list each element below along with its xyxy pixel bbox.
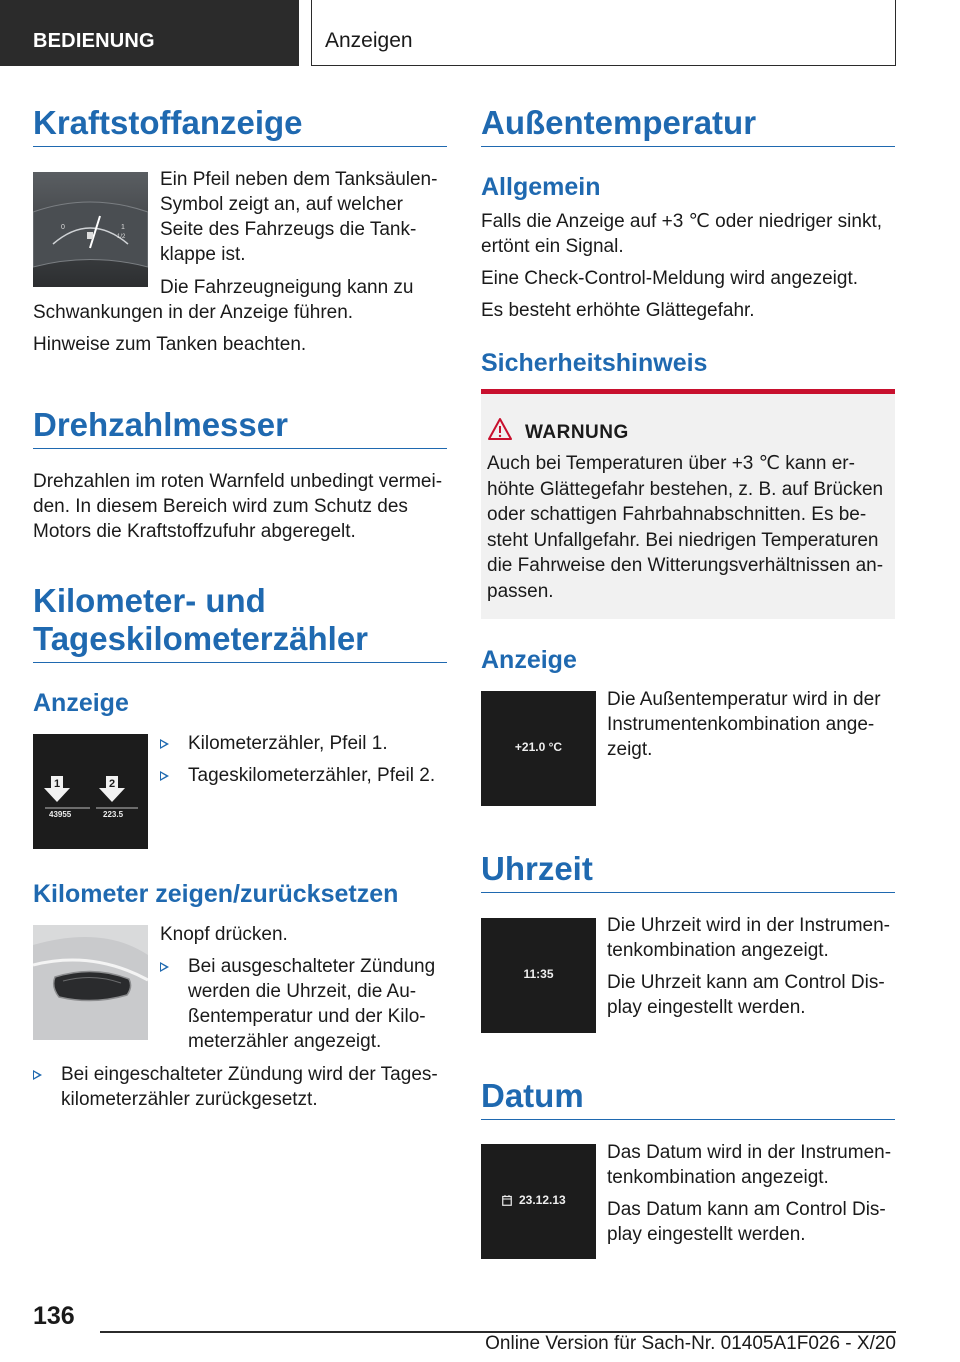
fuel-paragraph-2b: Schwankungen in der Anzeige führen. <box>33 302 354 323</box>
text-line: oder schattigen Fahrbahnabschnitten. Es be- <box>487 504 867 525</box>
text-line: play eingestellt werden. <box>607 997 806 1018</box>
warning-triangle-icon <box>487 417 513 441</box>
knob-graphic <box>33 925 148 1040</box>
text-line: tenkombination angezeigt. <box>607 1167 829 1188</box>
odometer-graphic <box>33 734 148 849</box>
text-line: Seite des Fahrzeugs die Tank- <box>160 219 417 240</box>
gauge-label-empty: 0 <box>61 224 65 231</box>
text-line: ertönt ein Signal. <box>481 236 624 257</box>
bullet-triangle-icon <box>160 771 169 781</box>
subheading-kilometer-zeigen: Kilometer zeigen/zurücksetzen <box>33 880 399 908</box>
heading-aussentemperatur: Außentemperatur <box>481 104 895 147</box>
bullet-triangle-icon <box>160 962 169 972</box>
text-line: Die Uhrzeit wird in der Instrumen- <box>607 915 890 936</box>
date-display-image <box>481 1144 596 1259</box>
trip-value: 223.5 <box>103 810 124 819</box>
date-display-value: 23.12.13 <box>519 1193 566 1207</box>
text-line: Das Datum kann am Control Dis- <box>607 1199 886 1220</box>
text-line: die Fahrweise den Witterungsverhältnissen an- <box>487 555 884 576</box>
odometer-image <box>33 734 148 849</box>
text-line: zeigt. <box>607 739 653 760</box>
clock-paragraph-1 <box>607 913 897 963</box>
heading-uhrzeit: Uhrzeit <box>481 850 895 893</box>
clock-display-value: 11:35 <box>523 967 554 981</box>
temperature-display-value: +21.0 °C <box>514 740 563 754</box>
warning-box <box>481 389 895 619</box>
text-line: tenkombination angezeigt. <box>607 940 829 961</box>
text-line: ßentemperatur und der Kilo- <box>188 1006 426 1027</box>
text-line: klappe ist. <box>160 244 246 265</box>
text-line: steht Unfallgefahr. Bei niedrigen Temperaturen <box>487 529 879 551</box>
text-line: Drehzahlen im roten Warnfeld unbedingt vermei- <box>33 471 443 492</box>
text-line: Die Uhrzeit kann am Control Dis- <box>607 972 885 993</box>
odometer-value: 43955 <box>49 810 72 819</box>
fuel-gauge-image <box>33 172 148 287</box>
date-paragraph-1 <box>607 1140 897 1190</box>
knopf-text: Knopf drücken. <box>160 924 288 945</box>
arrow-1-label: 1 <box>54 778 61 790</box>
text-line: play eingestellt werden. <box>607 1224 806 1245</box>
fuel-gauge-graphic <box>33 172 148 287</box>
section-title: BEDIENUNG <box>33 30 155 52</box>
temp-paragraph-3: Es besteht erhöhte Glättegefahr. <box>481 300 755 321</box>
temp-paragraph-1 <box>481 209 895 259</box>
date-paragraph-2 <box>607 1197 897 1247</box>
text-line: Ein Pfeil neben dem Tanksäulen- <box>160 169 438 190</box>
heading-datum: Datum <box>481 1077 895 1120</box>
text-line: Bei eingeschalteter Zündung wird der Tages- <box>61 1064 438 1085</box>
text-line: Falls die Anzeige auf +3 ℃ oder niedriger sinkt, <box>481 211 883 232</box>
calendar-icon <box>502 1195 512 1206</box>
fuel-paragraph-1 <box>160 167 450 267</box>
subsection-box <box>311 0 896 66</box>
text-line: passen. <box>487 580 554 602</box>
fuel-paragraph-2a: Die Fahrzeugneigung kann zu <box>160 277 414 298</box>
section-tab <box>0 0 299 66</box>
page-number: 136 <box>33 1302 75 1330</box>
subheading-allgemein: Allgemein <box>481 173 601 201</box>
heading-line: Kilometer- und <box>33 582 266 619</box>
subheading-anzeige-right: Anzeige <box>481 646 577 674</box>
subsection-title: Anzeigen <box>325 29 413 52</box>
subheading-sicherheitshinweis: Sicherheitshinweis <box>481 349 708 377</box>
gauge-label-half: 1/2 <box>117 234 126 240</box>
text-line: Auch bei Temperaturen über +3 ℃ kann er- <box>487 453 855 474</box>
temperature-display-image <box>481 691 596 806</box>
heading-kilometerzaehler <box>33 582 447 663</box>
heading-line: Tageskilometerzähler <box>33 620 369 657</box>
text-line: den. In diesem Bereich wird zum Schutz des <box>33 496 408 517</box>
text-line: Motors die Kraftstoffzufuhr abgeregelt. <box>33 521 356 542</box>
heading-kraftstoffanzeige: Kraftstoffanzeige <box>33 104 447 147</box>
text-line: Instrumentenkombination ange- <box>607 714 875 735</box>
bullet-triangle-icon <box>33 1070 42 1080</box>
bullet-text <box>61 1062 438 1112</box>
text-line: Das Datum wird in der Instrumen- <box>607 1142 892 1163</box>
clock-display-image <box>481 918 596 1033</box>
temp-display-paragraph <box>607 687 897 762</box>
text-line: meterzähler angezeigt. <box>188 1031 382 1052</box>
text-line: werden die Uhrzeit, die Au- <box>188 981 417 1002</box>
clock-paragraph-2 <box>607 970 897 1020</box>
subheading-anzeige-left: Anzeige <box>33 689 129 717</box>
footer-online-version: Online Version für Sach-Nr. 01405A1F026 - X/20 <box>485 1333 896 1354</box>
button-image <box>33 925 148 1040</box>
temp-paragraph-2: Eine Check-Control-Meldung wird angezeigt. <box>481 268 859 289</box>
tacho-paragraph <box>33 469 447 544</box>
arrow-2-label: 2 <box>109 778 116 790</box>
heading-drehzahlmesser: Drehzahlmesser <box>33 406 447 449</box>
text-line: kilometerzähler zurückgesetzt. <box>61 1089 318 1110</box>
text-line: höhte Glättegefahr bestehen, z. B. auf Brücken <box>487 478 884 500</box>
gauge-label-full: 1 <box>121 224 125 231</box>
bullet-text: Kilometerzähler, Pfeil 1. <box>188 733 388 754</box>
text-line: Symbol zeigt an, auf welcher <box>160 194 403 215</box>
warning-body <box>487 451 887 604</box>
text-line: Die Außentemperatur wird in der <box>607 689 881 710</box>
bullet-text <box>188 954 435 1054</box>
fuel-paragraph-3: Hinweise zum Tanken beachten. <box>33 334 307 355</box>
text-line: Bei ausgeschalteter Zündung <box>188 956 436 977</box>
bullet-triangle-icon <box>160 739 169 749</box>
bullet-text: Tageskilometerzähler, Pfeil 2. <box>188 765 436 786</box>
warning-title: WARNUNG <box>525 422 629 443</box>
